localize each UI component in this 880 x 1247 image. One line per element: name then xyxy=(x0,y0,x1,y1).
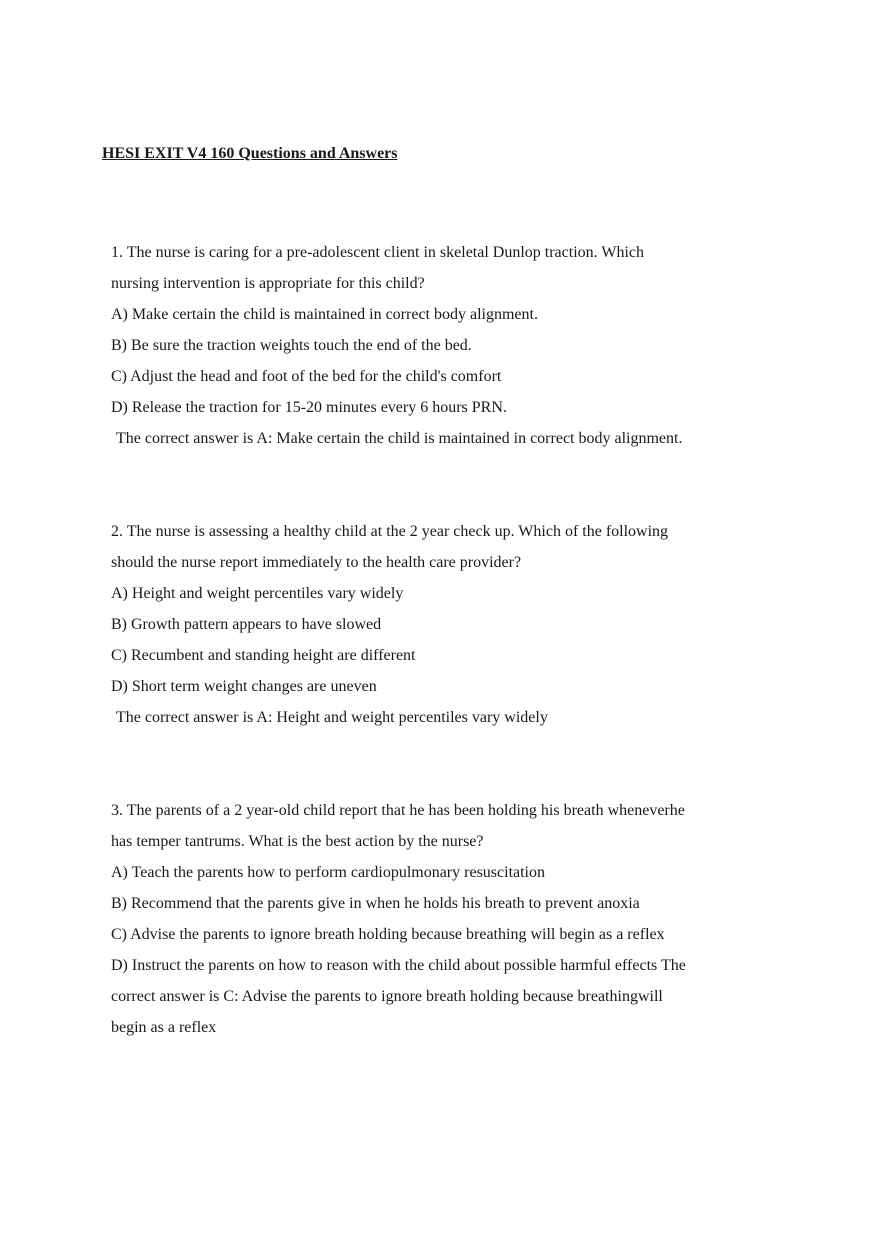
document-title: HESI EXIT V4 160 Questions and Answers xyxy=(102,145,398,162)
question-3-option-c: C) Advise the parents to ignore breath holding because breathing will begin as a reflex xyxy=(111,926,665,943)
question-3-stem-line-2: has temper tantrums. What is the best action by the nurse? xyxy=(111,833,484,850)
question-2-stem-line-1: 2. The nurse is assessing a healthy child at the 2 year check up. Which of the following xyxy=(111,523,669,540)
question-2-option-d: D) Short term weight changes are uneven xyxy=(111,678,377,695)
question-2-stem-line-2: should the nurse report immediately to the health care provider? xyxy=(111,554,522,571)
question-1-answer: The correct answer is A: Make certain the child is maintained in correct body alignment. xyxy=(116,430,683,447)
question-3-option-d: D) Instruct the parents on how to reason with the child about possible harmful effects The xyxy=(111,957,686,974)
question-1-stem-line-2: nursing intervention is appropriate for this child? xyxy=(111,275,425,292)
question-1-option-a: A) Make certain the child is maintained in correct body alignment. xyxy=(111,306,538,323)
question-2-option-b: B) Growth pattern appears to have slowed xyxy=(111,616,382,633)
question-2-option-c: C) Recumbent and standing height are different xyxy=(111,647,416,664)
question-3-option-b: B) Recommend that the parents give in when he holds his breath to prevent anoxia xyxy=(111,895,640,912)
question-3-answer-line-2: begin as a reflex xyxy=(111,1019,217,1036)
question-2-option-a: A) Height and weight percentiles vary widely xyxy=(111,585,404,602)
question-1-option-d: D) Release the traction for 15-20 minutes every 6 hours PRN. xyxy=(111,399,507,416)
question-1 xyxy=(111,241,771,458)
question-3-answer-line-1: correct answer is C: Advise the parents to ignore breath holding because breathingwill xyxy=(111,988,663,1005)
question-2 xyxy=(111,520,771,737)
question-3-stem-line-1: 3. The parents of a 2 year-old child report that he has been holding his breath wheneverhe xyxy=(111,802,685,819)
question-3 xyxy=(111,799,771,1047)
question-3-option-a: A) Teach the parents how to perform cardiopulmonary resuscitation xyxy=(111,864,545,881)
question-2-answer: The correct answer is A: Height and weight percentiles vary widely xyxy=(116,709,548,726)
question-1-stem-line-1: 1. The nurse is caring for a pre-adolescent client in skeletal Dunlop traction. Which xyxy=(111,244,645,261)
question-1-option-b: B) Be sure the traction weights touch the end of the bed. xyxy=(111,337,472,354)
question-1-option-c: C) Adjust the head and foot of the bed for the child's comfort xyxy=(111,368,502,385)
